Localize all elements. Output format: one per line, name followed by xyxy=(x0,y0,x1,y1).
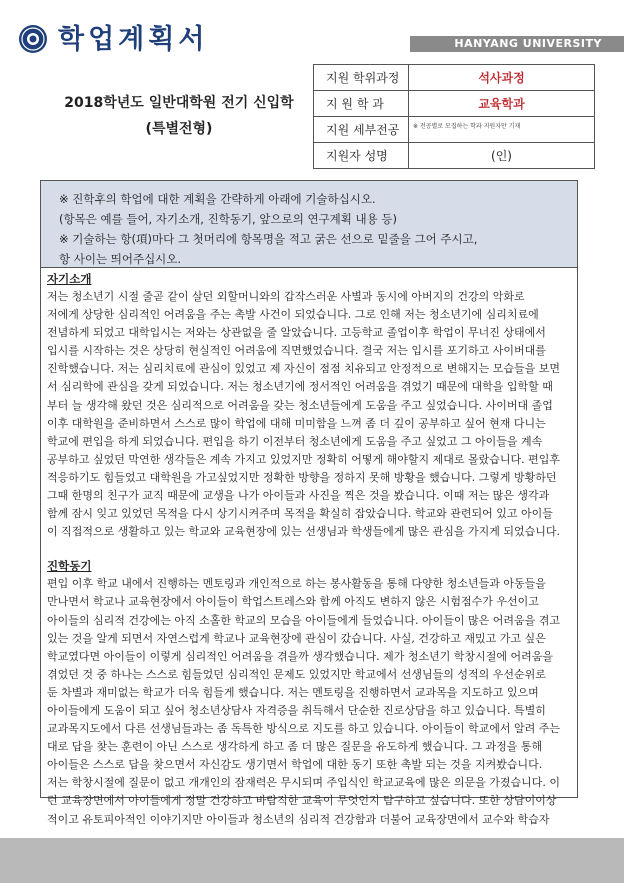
degree-label: 지원 학위과정 xyxy=(314,65,409,91)
footer-bar xyxy=(0,838,624,883)
major-value xyxy=(409,117,595,143)
text-line: 적이고 유토피아적인 이야기지만 아이들과 청소년의 심리적 건강함과 더불어 교육장면에서 교수와 학습자 xyxy=(47,812,550,826)
text-line: 아이들은 스스로 답을 찾으면서 자신감도 생기면서 학업에 대한 동기 또한 촉발 되는 것을 지켜봤습니다. xyxy=(47,758,543,772)
name-label: 지원자 성명 xyxy=(314,143,409,169)
main-title-line2: (특별전형) xyxy=(145,121,213,137)
header-bar xyxy=(410,36,624,52)
text-line: 함께 잠시 잊고 있었던 목적을 다시 상기시켜주며 목적을 확실히 잡았습니다. 학교와 관련되어 있고 아이들 xyxy=(47,507,553,521)
text-line: 전념하게 되었고 대학입시는 저와는 상관없을 줄 알았습니다. 고등학교 졸업이후 학업이 무너진 상태에서 xyxy=(47,326,546,340)
text-line: 학교에 편입을 하게 되었습니다. 편입을 하기 이전부터 청소년에게 도움을 주고 싶었고 그 아이들을 계속 xyxy=(47,434,543,448)
text-line: 있는 것을 알게 되면서 자연스럽게 학교나 교육현장에 관심이 갔습니다. 사실, 건강하고 재밌고 가고 싶은 xyxy=(47,631,546,645)
degree-value: 석사과정 xyxy=(409,65,595,91)
self-introduction-paragraph xyxy=(47,288,571,541)
text-line: 아이들의 심리적 건강에는 아직 소홀한 학교의 모습을 아이들에게 들었습니다. 아이들이 많은 어려움을 겪고 xyxy=(47,613,560,627)
text-line: 저에게 상당한 심리적인 어려움을 주는 촉발 사건이 되었습니다. 그로 인해 저는 청소년기에 심리치료에 xyxy=(47,308,539,322)
info-row-department xyxy=(314,91,595,117)
text-line: 진학했습니다. 저는 심리치료에 관심이 있었고 제 자신이 점점 치유되고 안정적으로 변해지는 모습들을 보면 xyxy=(47,362,560,376)
instructions-box xyxy=(40,180,578,268)
section-heading-self-introduction: 자기소개 xyxy=(47,272,92,286)
motivation-paragraph xyxy=(47,575,571,828)
university-name: HANYANG UNIVERSITY xyxy=(454,37,602,50)
text-line: 입시를 시작하는 것은 상당히 현실적인 어려움에 직면했었습니다. 결국 저는 입시를 포기하고 사이버대를 xyxy=(47,344,546,358)
text-line: 이후 대학원을 준비하면서 스스로 많이 학업에 대해 미미함을 느껴 좀 더 깊이 공부하고 싶어 현재 다니는 xyxy=(47,416,546,430)
main-title-line1: 2018학년도 일반대학원 전기 신입학 xyxy=(64,95,294,111)
text-line: 이 직접적으로 생활하고 있는 학교와 교육현장에 있는 선생님과 학생들에게 많은 관심을 가지게 되었습니다. xyxy=(47,525,560,539)
info-row-major xyxy=(314,117,595,143)
text-line: 둔 차별과 재미없는 학교가 더욱 힘들게 했습니다. 저는 멘토링을 진행하면서 교과목을 지도하고 있으며 xyxy=(47,685,539,699)
instruction-line: (항목은 예를 들어, 자기소개, 진학동기, 앞으로의 연구계획 내용 등) xyxy=(59,212,398,226)
info-row-name xyxy=(314,143,595,169)
department-value: 교육학과 xyxy=(409,91,595,117)
major-label: 지원 세부전공 xyxy=(314,117,409,143)
text-line: 적응하기도 힘들었고 대학원을 가고싶었지만 정확한 방향을 정하지 못해 방황을 했습니다. 그렇게 방황하던 xyxy=(47,470,557,484)
section-heading-motivation: 진학동기 xyxy=(47,559,92,574)
text-line: 겪었던 것 중 하나는 스스로 힘들었던 심리적인 문제도 있었지만 학교에서 선생님들의 성적의 우선순위로 xyxy=(47,667,546,681)
text-line: 런 교육장면에서 아이들에게 정말 건강하고 바람직한 교육이 무엇인지 탐구하고 싶습니다. 또한 상담이이상 xyxy=(47,794,557,808)
text-line: 공부하고 싶었던 막연한 생각들은 계속 가지고 있었지만 정확히 어떻게 해야할지 제대로 몰랐습니다. 편입후 xyxy=(47,452,560,466)
text-line: 편입 이후 학교 내에서 진행하는 멘토링과 개인적으로 하는 봉사활동을 통해 다양한 청소년들과 아동들을 xyxy=(47,577,546,591)
document-title: 학업계획서 xyxy=(58,24,209,55)
text-line: 대로 답을 찾는 훈련이 아닌 스스로 생각하게 하고 좀 더 많은 질문을 유도하게 했습니다. 그 과정을 통해 xyxy=(47,740,543,754)
text-line: 아이들에게 도움이 되고 싶어 청소년상담사 자격증을 취득해서 단순한 진로상담을 하고 있습니다. 특별히 xyxy=(47,703,546,717)
instruction-line: ※ 기술하는 항(項)마다 그 첫머리에 항목명을 적고 굵은 선으로 밑줄을 그어 주시고, xyxy=(59,232,478,246)
instruction-line: ※ 진학후의 학업에 대한 계획을 간략하게 아래에 기술하십시오. xyxy=(59,192,376,206)
name-value: (인) xyxy=(409,143,595,169)
hanyang-emblem-icon xyxy=(18,24,48,54)
main-title xyxy=(48,90,310,142)
info-row-degree xyxy=(314,65,595,91)
text-line: 저는 학창시절에 질문이 없고 개개인의 잠재력은 무시되며 주입식인 학교교육에 많은 의문을 가졌습니다. 이 xyxy=(47,776,560,790)
text-line: 부터 늘 생각해 왔던 것은 심리적으로 어려움을 갖는 청소년들에게 도움을 주고 싶었습니다. 사이버대 졸업 xyxy=(47,398,553,412)
text-line: 서 심리학에 관심을 갖게 되었습니다. 저는 청소년기에 정서적인 어려움을 겪었기 때문에 대학을 입학할 때 xyxy=(47,380,553,394)
text-line: 그때 한명의 친구가 교직 때문에 교생을 나가 아이들과 사진을 찍은 것을 봤습니다. 이때 저는 많은 생각과 xyxy=(47,489,550,503)
text-line: 저는 청소년기 시절 줄곧 같이 살던 외할머니와의 갑작스러운 사별과 동시에 아버지의 건강의 악화로 xyxy=(47,290,525,303)
text-line: 교과목지도에서 다른 선생님들과는 좀 독특한 방식으로 지도를 하고 있습니다. 아이들이 학교에서 알려 주는 xyxy=(47,722,560,736)
text-line: 학교였다면 아이들이 이렇게 심리적인 어려움을 겪을까 생각했습니다. 제가 청소년기 학창시절에 어려움을 xyxy=(47,649,554,663)
department-label: 지 원 학 과 xyxy=(314,91,409,117)
applicant-info-table xyxy=(313,64,595,169)
instruction-line: 항 사이는 띄어주십시오. xyxy=(59,252,182,266)
text-line: 만나면서 학교나 교육현장에서 아이들이 학업스트레스와 함께 아직도 변하지 않은 시험점수가 우선이고 xyxy=(47,595,539,609)
study-plan-content xyxy=(40,268,578,826)
major-note: ※ 전공별로 모집하는 학과 지원자만 기재 xyxy=(413,123,521,130)
